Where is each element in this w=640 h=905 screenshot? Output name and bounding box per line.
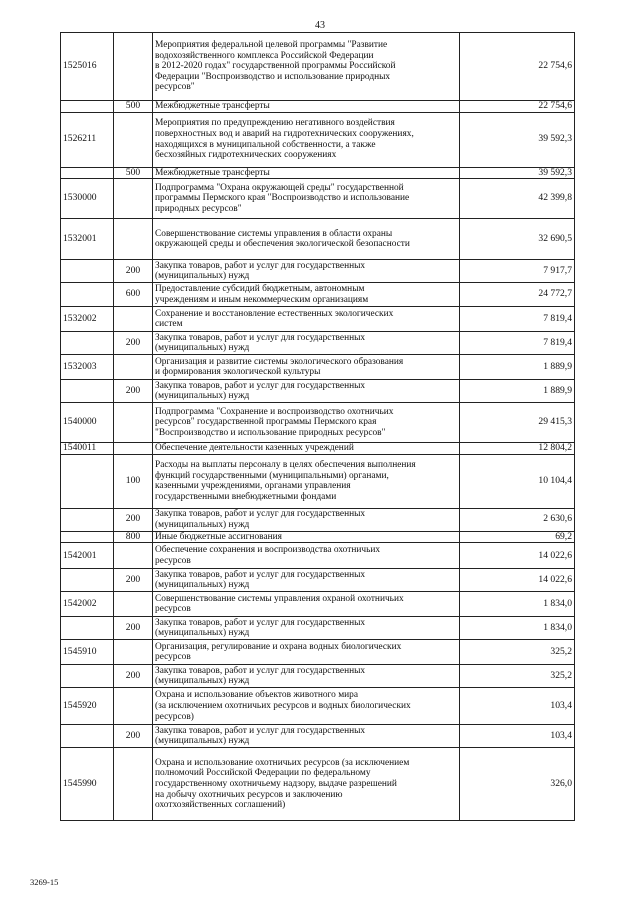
row-amount-cell (460, 543, 575, 569)
row-amount-cell (460, 283, 575, 307)
row-name-cell (153, 179, 460, 219)
table-row (61, 454, 575, 508)
row-code-cell (61, 33, 114, 101)
row-amount: 10 104,4 (538, 474, 572, 486)
table-row (61, 725, 575, 748)
row-code: 1532003 (63, 360, 97, 372)
row-name: Иные бюджетные ассигнования (155, 531, 282, 542)
row-amount-cell (460, 179, 575, 219)
row-code-cell (61, 403, 114, 443)
row-expense-type: 200 (125, 513, 141, 525)
row-amount: 7 917,7 (543, 264, 572, 276)
row-amount-cell (460, 665, 575, 688)
row-name-cell (153, 454, 460, 508)
row-expense-type: 100 (125, 474, 141, 486)
row-amount: 14 022,6 (538, 549, 572, 561)
table-row (61, 33, 575, 101)
row-name-cell (153, 748, 460, 821)
row-amount: 103,4 (550, 730, 572, 742)
row-amount: 7 819,4 (543, 312, 572, 324)
row-expense-type-cell (114, 592, 153, 617)
row-name: Охрана и использование охотничьих ресурсов (за исключением полномочий Российской Федерации по федеральному государственному охотничьему надзору, выдаче разрешений на добычу охотничьих ресурсов и заключению охотхозяйственных соглашений) (155, 757, 410, 811)
table-row (61, 543, 575, 569)
row-amount: 7 819,4 (543, 336, 572, 348)
row-amount-cell (460, 403, 575, 443)
row-name-cell (153, 531, 460, 543)
row-amount: 325,2 (550, 670, 572, 682)
row-amount: 32 690,5 (538, 232, 572, 244)
table-row (61, 112, 575, 167)
row-expense-type-cell (114, 569, 153, 592)
row-name: Закупка товаров, работ и услуг для государственных (муниципальных) нужд (155, 665, 366, 687)
row-code-cell (61, 592, 114, 617)
row-code: 1545910 (63, 646, 97, 658)
row-amount-cell (460, 617, 575, 640)
row-amount-cell (460, 454, 575, 508)
row-expense-type-cell (114, 260, 153, 283)
row-amount-cell (460, 725, 575, 748)
row-expense-type-cell (114, 508, 153, 531)
row-expense-type-cell (114, 33, 153, 101)
row-expense-type-cell (114, 101, 153, 113)
row-name-cell (153, 380, 460, 403)
row-amount: 39 592,3 (538, 167, 572, 178)
row-amount-cell (460, 112, 575, 167)
row-expense-type-cell (114, 355, 153, 380)
row-amount: 1 889,9 (543, 360, 572, 372)
table-row (61, 167, 575, 179)
row-amount-cell (460, 260, 575, 283)
row-expense-type-cell (114, 725, 153, 748)
table-row (61, 569, 575, 592)
row-code-cell (61, 508, 114, 531)
row-code: 1525016 (63, 60, 97, 72)
row-name: Совершенствование системы управления в области охраны окружающей среды и обеспечения экологической безопасности (155, 228, 410, 250)
row-name-cell (153, 332, 460, 355)
row-name: Закупка товаров, работ и услуг для государственных (муниципальных) нужд (155, 380, 366, 402)
row-name-cell (153, 640, 460, 665)
row-code: 1545920 (63, 700, 97, 712)
table-row (61, 283, 575, 307)
row-amount-cell (460, 355, 575, 380)
page-number: 43 (315, 20, 325, 31)
row-name: Сохранение и восстановление естественных экологических систем (155, 308, 394, 330)
row-name: Совершенствование системы управления охраной охотничьих ресурсов (155, 593, 404, 615)
row-amount-cell (460, 332, 575, 355)
row-amount: 1 834,0 (543, 598, 572, 610)
row-amount: 22 754,6 (538, 60, 572, 72)
row-amount: 2 630,6 (543, 513, 572, 525)
row-amount-cell (460, 508, 575, 531)
row-expense-type: 500 (125, 167, 141, 178)
row-expense-type-cell (114, 748, 153, 821)
row-expense-type-cell (114, 617, 153, 640)
row-code: 1532001 (63, 232, 97, 244)
document-code: 3269-15 (30, 877, 59, 887)
row-name: Межбюджетные трансферты (155, 101, 270, 111)
row-expense-type: 500 (125, 100, 141, 111)
row-name: Закупка товаров, работ и услуг для государственных (муниципальных) нужд (155, 332, 366, 354)
row-code: 1545990 (63, 778, 97, 790)
row-code-cell (61, 307, 114, 332)
row-code-cell (61, 112, 114, 167)
table-row (61, 640, 575, 665)
row-code-cell (61, 617, 114, 640)
row-code-cell (61, 167, 114, 179)
row-code-cell (61, 569, 114, 592)
row-name-cell (153, 307, 460, 332)
row-name-cell (153, 167, 460, 179)
row-name-cell (153, 33, 460, 101)
row-name-cell (153, 617, 460, 640)
row-name: Закупка товаров, работ и услуг для государственных (муниципальных) нужд (155, 260, 366, 282)
row-name: Охрана и использование объектов животного мира (за исключением охотничьих ресурсов и водных биологических ресурсов) (155, 690, 411, 722)
row-code-cell (61, 101, 114, 113)
row-amount: 39 592,3 (538, 133, 572, 145)
row-amount: 325,2 (550, 646, 572, 658)
row-code: 1540000 (63, 416, 97, 428)
row-name: Обеспечение деятельности казенных учреждений (155, 443, 354, 454)
row-amount-cell (460, 101, 575, 113)
row-expense-type: 600 (125, 288, 141, 300)
table-row (61, 219, 575, 260)
row-name-cell (153, 443, 460, 455)
table-row (61, 260, 575, 283)
table-row (61, 531, 575, 543)
row-expense-type-cell (114, 283, 153, 307)
row-expense-type-cell (114, 167, 153, 179)
row-expense-type-cell (114, 543, 153, 569)
row-name-cell (153, 725, 460, 748)
row-name-cell (153, 569, 460, 592)
row-name-cell (153, 592, 460, 617)
row-amount-cell (460, 307, 575, 332)
row-expense-type-cell (114, 219, 153, 260)
row-expense-type-cell (114, 443, 153, 455)
row-code: 1532002 (63, 312, 97, 324)
row-amount-cell (460, 569, 575, 592)
row-code: 1526211 (63, 133, 97, 145)
row-name-cell (153, 403, 460, 443)
row-code-cell (61, 454, 114, 508)
row-amount: 42 399,8 (538, 192, 572, 204)
table-row (61, 332, 575, 355)
row-name-cell (153, 665, 460, 688)
row-expense-type-cell (114, 640, 153, 665)
row-expense-type-cell (114, 112, 153, 167)
row-code-cell (61, 219, 114, 260)
row-name: Закупка товаров, работ и услуг для государственных (муниципальных) нужд (155, 725, 366, 747)
table-row (61, 101, 575, 113)
row-expense-type: 200 (125, 384, 141, 396)
row-expense-type: 200 (125, 336, 141, 348)
row-amount: 29 415,3 (538, 416, 572, 428)
row-amount-cell (460, 640, 575, 665)
table-row (61, 403, 575, 443)
row-expense-type-cell (114, 403, 153, 443)
row-name: Обеспечение сохранения и воспроизводства охотничьих ресурсов (155, 545, 381, 566)
row-expense-type-cell (114, 380, 153, 403)
row-code-cell (61, 283, 114, 307)
row-code: 1540011 (63, 442, 97, 454)
row-code-cell (61, 640, 114, 665)
row-code-cell (61, 443, 114, 455)
table-row (61, 179, 575, 219)
row-code-cell (61, 179, 114, 219)
row-code: 1542001 (63, 549, 97, 561)
row-code-cell (61, 332, 114, 355)
table-row (61, 748, 575, 821)
table-row (61, 380, 575, 403)
row-amount-cell (460, 748, 575, 821)
row-name: Организация, регулирование и охрана водных биологических ресурсов (155, 641, 402, 663)
row-name-cell (153, 101, 460, 113)
table-row (61, 665, 575, 688)
row-name: Подпрограмма "Охрана окружающей среды" государственной программы Пермского края "Воспроизводство и использование природных ресурсов" (155, 182, 410, 214)
row-code-cell (61, 688, 114, 725)
row-name-cell (153, 283, 460, 307)
table-row (61, 307, 575, 332)
row-amount-cell (460, 219, 575, 260)
row-name-cell (153, 260, 460, 283)
row-name: Подпрограмма "Сохранение и воспроизводство охотничьих ресурсов" государственной программы Пермского края "Воспроизводство и использование природных ресурсов" (155, 406, 394, 438)
row-amount: 326,0 (550, 778, 572, 790)
row-name: Мероприятия по предупреждению негативного воздействия поверхностных вод и аварий на гидротехнических сооружениях, находящихся в муниципальной собственности, а также бесхозяйных гидротехнических сооружениях (155, 118, 414, 161)
table-row (61, 443, 575, 455)
row-name-cell (153, 508, 460, 531)
row-amount-cell (460, 592, 575, 617)
row-code-cell (61, 543, 114, 569)
row-amount: 22 754,6 (538, 100, 572, 111)
row-expense-type-cell (114, 531, 153, 543)
row-name: Межбюджетные трансферты (155, 167, 270, 178)
row-expense-type: 800 (125, 531, 141, 542)
table-row (61, 355, 575, 380)
row-expense-type-cell (114, 332, 153, 355)
row-amount: 24 772,7 (538, 288, 572, 300)
row-name: Закупка товаров, работ и услуг для государственных (муниципальных) нужд (155, 617, 366, 639)
table-row (61, 592, 575, 617)
row-amount-cell (460, 167, 575, 179)
row-name-cell (153, 543, 460, 569)
row-code-cell (61, 531, 114, 543)
row-expense-type: 200 (125, 670, 141, 682)
row-name: Расходы на выплаты персоналу в целях обеспечения выполнения функций государственными (муниципальными) органами, казенными учреждениями, органами управления государственными внебюджетными фондами (155, 460, 416, 502)
row-amount: 103,4 (550, 700, 572, 712)
row-code-cell (61, 380, 114, 403)
row-amount-cell (460, 688, 575, 725)
row-name: Организация и развитие системы экологического образования и формирования экологической культуры (155, 356, 404, 378)
budget-table (60, 32, 575, 821)
row-code-cell (61, 260, 114, 283)
row-code-cell (61, 355, 114, 380)
row-amount: 14 022,6 (538, 574, 572, 586)
row-expense-type-cell (114, 665, 153, 688)
table-row (61, 688, 575, 725)
row-name: Предоставление субсидий бюджетным, автономным учреждениям и иным некоммерческим организациям (155, 284, 369, 305)
table-row (61, 508, 575, 531)
row-expense-type-cell (114, 688, 153, 725)
row-name-cell (153, 112, 460, 167)
row-amount-cell (460, 443, 575, 455)
row-code: 1530000 (63, 192, 97, 204)
row-name: Мероприятия федеральной целевой программы "Развитие водохозяйственного комплекса Российской Федерации в 2012-2020 годах" государственной программы Российской Федерации "Воспроизводство и использование природных ресурсов" (155, 40, 396, 93)
row-expense-type: 200 (125, 730, 141, 742)
row-amount-cell (460, 33, 575, 101)
row-amount: 12 804,2 (538, 442, 572, 454)
row-code-cell (61, 665, 114, 688)
row-code-cell (61, 725, 114, 748)
row-code: 1542002 (63, 598, 97, 610)
row-expense-type-cell (114, 307, 153, 332)
row-name: Закупка товаров, работ и услуг для государственных (муниципальных) нужд (155, 569, 366, 591)
table-row (61, 617, 575, 640)
row-amount: 69,2 (555, 531, 572, 542)
row-name-cell (153, 219, 460, 260)
row-name-cell (153, 688, 460, 725)
row-name: Закупка товаров, работ и услуг для государственных (муниципальных) нужд (155, 509, 366, 530)
row-amount-cell (460, 380, 575, 403)
row-amount-cell (460, 531, 575, 543)
row-expense-type: 200 (125, 574, 141, 586)
row-name-cell (153, 355, 460, 380)
row-amount: 1 889,9 (543, 384, 572, 396)
row-expense-type-cell (114, 454, 153, 508)
budget-table-body (61, 33, 575, 821)
row-code-cell (61, 748, 114, 821)
row-expense-type: 200 (125, 264, 141, 276)
row-expense-type-cell (114, 179, 153, 219)
row-amount: 1 834,0 (543, 622, 572, 634)
row-expense-type: 200 (125, 622, 141, 634)
